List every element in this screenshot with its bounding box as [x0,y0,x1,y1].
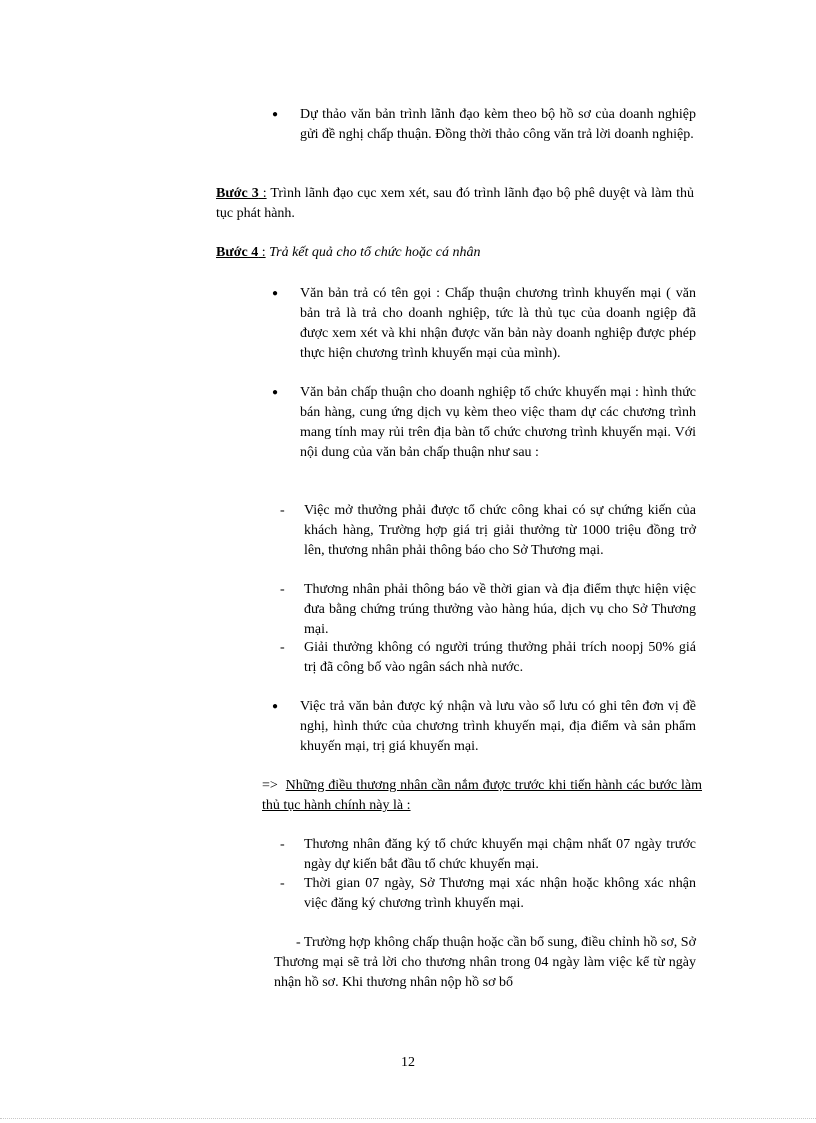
dash-marker: - [280,640,285,655]
step3-paragraph [216,184,694,224]
condition-text: Thương nhân phải thông báo về thời gian và địa điểm thực hiện việc đưa bằng chứng trúng thưởng vào hàng húa, dịch vụ cho Sở Thương mại. [304,582,696,637]
final-paragraph: - Trường hợp không chấp thuận hoặc cần bổ sung, điều chỉnh hồ sơ, Sở Thương mại sẽ trả lời cho thương nhân trong 04 ngày làm việc kể từ ngày nhận hồ sơ. Khi thương nhân nộp hồ sơ bổ [274,935,696,990]
step4-text: Trả kết quả cho tổ chức hoặc cá nhân [265,245,481,260]
summary-arrow: => [262,778,278,793]
record-bullet-text: Việc trả văn bản được ký nhận và lưu vào sổ lưu có ghi tên đơn vị đề nghị, hình thức của chương trình khuyến mại, địa điểm và sản phẩm khuyến mại, trị giá khuyến mại. [300,699,696,754]
note-text: Thời gian 07 ngày, Sở Thương mại xác nhận hoặc không xác nhận việc đăng ký chương trình khuyến mại. [304,876,696,911]
step3-label: Bước 3 [216,186,259,201]
dash-marker: - [280,876,285,891]
dash-marker: - [280,503,285,518]
condition-text: Việc mở thưởng phải được tổ chức công khai có sự chứng kiến của khách hàng, Trường hợp giá trị giải thưởng từ 1000 triệu đồng trở lên, thương nhân phải thông báo cho Sở Thương mại. [304,503,696,558]
summary-paragraph [262,776,702,816]
bullet-icon: ● [272,701,279,712]
summary-text: Những điều thương nhân cần nắm được trước khi tiến hành các bước làm thủ tục hành chính này là : [262,778,703,813]
step3-text: Trình lãnh đạo cục xem xét, sau đó trình lãnh đạo bộ phê duyệt và làm thủ tục phát hành. [216,186,695,221]
bullet-icon: ● [272,109,279,120]
bullet-icon: ● [272,288,279,299]
step3-colon: : [258,186,267,201]
condition-text: Giải thưởng không có người trúng thưởng phải trích noopj 50% giá trị đã công bố vào ngân sách nhà nước. [304,640,696,675]
step4-bullet-text: Văn bản chấp thuận cho doanh nghiệp tổ chức khuyến mại : hình thức bán hàng, cung ứng dịch vụ kèm theo việc tham dự các chương trình mang tính may rủi trên địa bàn tổ chức chương trình khuyến mại. Với nội dung của văn bản chấp thuận như sau : [300,385,696,460]
dash-marker: - [280,837,285,852]
step4-bullet-text: Văn bản trả có tên gọi : Chấp thuận chương trình khuyến mại ( văn bản trả là trả cho doanh nghiệp, tức là thủ tục của doanh ngiệp đã được xem xét và khi nhận được văn bản này doanh nghiệp được phép thực hiện chương trình khuyến mại của mình). [300,286,696,361]
step4-colon: : [258,245,266,260]
dash-marker: - [280,582,285,597]
page-number: 12 [401,1055,415,1070]
step4-label: Bước 4 [216,245,259,260]
bullet-icon: ● [272,387,279,398]
note-text: Thương nhân đăng ký tổ chức khuyến mại chậm nhất 07 ngày trước ngày dự kiến bắt đầu tổ chức khuyến mại. [304,837,696,872]
step4-paragraph [216,243,694,263]
intro-bullet-text: Dự thảo văn bản trình lãnh đạo kèm theo bộ hồ sơ của doanh nghiệp gửi đề nghị chấp thuận. Đồng thời thảo công văn trả lời doanh nghiệp. [300,107,696,142]
page-bottom-border [0,1118,816,1119]
